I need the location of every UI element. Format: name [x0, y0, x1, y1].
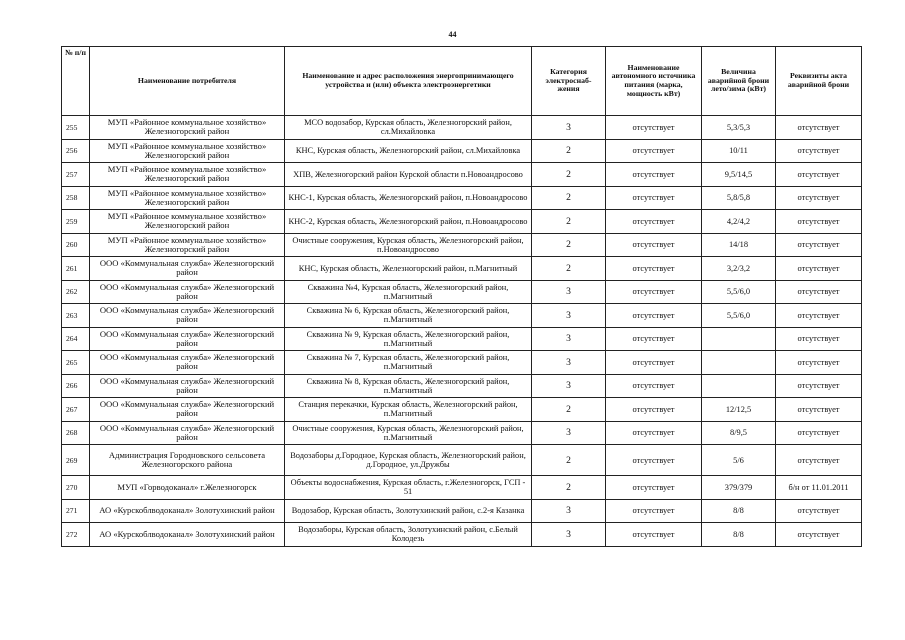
category-cell: 2	[532, 445, 606, 476]
act-cell: отсутствует	[776, 210, 862, 234]
act-cell: отсутствует	[776, 163, 862, 187]
row-num: 262	[62, 280, 90, 304]
act-cell: б/н от 11.01.2011	[776, 476, 862, 500]
category-cell: 3	[532, 327, 606, 351]
act-cell: отсутствует	[776, 445, 862, 476]
row-num: 272	[62, 523, 90, 547]
consumer-cell: МУП «Районное коммунальное хозяйство» Железногорский район	[90, 210, 285, 234]
reserve-cell: 9,5/14,5	[702, 163, 776, 187]
row-num: 269	[62, 445, 90, 476]
consumer-cell: МУП «Районное коммунальное хозяйство» Железногорский район	[90, 116, 285, 140]
header-consumer: Наименование потребителя	[90, 47, 285, 116]
consumer-cell: ООО «Коммунальная служба» Железногорский район	[90, 257, 285, 281]
row-num: 266	[62, 374, 90, 398]
source-cell: отсутствует	[606, 186, 702, 210]
object-cell: Водозабор, Курская область, Золотухинский район, с.2-я Казанка	[285, 499, 532, 523]
table-row	[62, 163, 862, 187]
reserve-cell: 3,2/3,2	[702, 257, 776, 281]
act-cell: отсутствует	[776, 327, 862, 351]
reserve-cell: 8/8	[702, 523, 776, 547]
table-row	[62, 257, 862, 281]
reserve-cell	[702, 351, 776, 375]
consumer-cell: ООО «Коммунальная служба» Железногорский район	[90, 351, 285, 375]
header-num: № п/п	[62, 47, 90, 116]
row-num: 257	[62, 163, 90, 187]
act-cell: отсутствует	[776, 523, 862, 547]
table-row	[62, 421, 862, 445]
source-cell: отсутствует	[606, 257, 702, 281]
object-cell: Скважина № 8, Курская область, Железногорский район, п.Магнитный	[285, 374, 532, 398]
object-cell: Очистные сооружения, Курская область, Железногорский район, п.Новоандросово	[285, 233, 532, 257]
act-cell: отсутствует	[776, 351, 862, 375]
consumer-cell: ООО «Коммунальная служба» Железногорский район	[90, 421, 285, 445]
object-cell: Станция перекачки, Курская область, Железногорский район, п.Магнитный	[285, 398, 532, 422]
consumer-cell: МУП «Районное коммунальное хозяйство» Железногорский район	[90, 139, 285, 163]
reserve-cell: 5/6	[702, 445, 776, 476]
object-cell: Очистные сооружения, Курская область, Железногорский район, п.Магнитный	[285, 421, 532, 445]
reserve-cell	[702, 374, 776, 398]
reserve-cell: 10/11	[702, 139, 776, 163]
category-cell: 3	[532, 421, 606, 445]
category-cell: 3	[532, 280, 606, 304]
consumer-cell: ООО «Коммунальная служба» Железногорский район	[90, 398, 285, 422]
source-cell: отсутствует	[606, 327, 702, 351]
source-cell: отсутствует	[606, 499, 702, 523]
category-cell: 2	[532, 476, 606, 500]
source-cell: отсутствует	[606, 304, 702, 328]
consumer-cell: ООО «Коммунальная служба» Железногорский район	[90, 327, 285, 351]
category-cell: 2	[532, 186, 606, 210]
category-cell: 3	[532, 523, 606, 547]
table-row	[62, 398, 862, 422]
act-cell: отсутствует	[776, 374, 862, 398]
consumer-cell: ООО «Коммунальная служба» Железногорский район	[90, 280, 285, 304]
table-row	[62, 139, 862, 163]
consumer-cell: АО «Курскоблводоканал» Золотухинский район	[90, 499, 285, 523]
reserve-cell: 379/379	[702, 476, 776, 500]
source-cell: отсутствует	[606, 374, 702, 398]
reserve-cell: 5,3/5,3	[702, 116, 776, 140]
act-cell: отсутствует	[776, 304, 862, 328]
table-row	[62, 351, 862, 375]
table-row	[62, 116, 862, 140]
table-row	[62, 327, 862, 351]
source-cell: отсутствует	[606, 210, 702, 234]
consumer-cell: ООО «Коммунальная служба» Железногорский район	[90, 374, 285, 398]
row-num: 256	[62, 139, 90, 163]
reserve-cell: 5,8/5,8	[702, 186, 776, 210]
category-cell: 3	[532, 351, 606, 375]
category-cell: 3	[532, 304, 606, 328]
object-cell: Скважина № 9, Курская область, Железногорский район, п.Магнитный	[285, 327, 532, 351]
consumer-cell: МУП «Районное коммунальное хозяйство» Железногорский район	[90, 233, 285, 257]
consumer-cell: МУП «Районное коммунальное хозяйство» Железногорский район	[90, 186, 285, 210]
act-cell: отсутствует	[776, 257, 862, 281]
object-cell: Водозаборы, Курская область, Золотухинский район, с.Белый Колодезь	[285, 523, 532, 547]
row-num: 258	[62, 186, 90, 210]
object-cell: МСО водозабор, Курская область, Железногорский район, сл.Михайловка	[285, 116, 532, 140]
header-source: Наименование автономного источника питания (марка, мощность кВт)	[606, 47, 702, 116]
reserve-cell: 14/18	[702, 233, 776, 257]
table-body	[62, 116, 862, 547]
row-num: 267	[62, 398, 90, 422]
act-cell: отсутствует	[776, 116, 862, 140]
act-cell: отсутствует	[776, 499, 862, 523]
object-cell: Скважина № 6, Курская область, Железногорский район, п.Магнитный	[285, 304, 532, 328]
row-num: 261	[62, 257, 90, 281]
object-cell: Скважина №4, Курская область, Железногорский район, п.Магнитный	[285, 280, 532, 304]
category-cell: 2	[532, 210, 606, 234]
source-cell: отсутствует	[606, 139, 702, 163]
table-row	[62, 445, 862, 476]
table-row	[62, 523, 862, 547]
object-cell: КНС, Курская область, Железногорский район, сл.Михайловка	[285, 139, 532, 163]
reserve-table	[61, 46, 862, 547]
category-cell: 2	[532, 257, 606, 281]
row-num: 255	[62, 116, 90, 140]
object-cell: КНС-1, Курская область, Железногорский район, п.Новоандросово	[285, 186, 532, 210]
act-cell: отсутствует	[776, 139, 862, 163]
object-cell: КНС-2, Курская область, Железногорский район, п.Новоандросово	[285, 210, 532, 234]
table-row	[62, 233, 862, 257]
reserve-cell: 5,5/6,0	[702, 280, 776, 304]
header-category: Категория электроснаб-жения	[532, 47, 606, 116]
reserve-cell: 12/12,5	[702, 398, 776, 422]
act-cell: отсутствует	[776, 186, 862, 210]
consumer-cell: Администрация Городновского сельсовета Железногорского района	[90, 445, 285, 476]
source-cell: отсутствует	[606, 421, 702, 445]
reserve-cell: 8/9,5	[702, 421, 776, 445]
category-cell: 2	[532, 398, 606, 422]
row-num: 271	[62, 499, 90, 523]
category-cell: 3	[532, 374, 606, 398]
table-header-row	[62, 47, 862, 116]
row-num: 264	[62, 327, 90, 351]
table-row	[62, 499, 862, 523]
row-num: 270	[62, 476, 90, 500]
source-cell: отсутствует	[606, 523, 702, 547]
reserve-cell: 5,5/6,0	[702, 304, 776, 328]
row-num: 263	[62, 304, 90, 328]
consumer-cell: АО «Курскоблводоканал» Золотухинский район	[90, 523, 285, 547]
category-cell: 3	[532, 499, 606, 523]
category-cell: 2	[532, 233, 606, 257]
header-object: Наименование и адрес расположения энергопринимающего устройства и (или) объекта электроэнергетики	[285, 47, 532, 116]
table-row	[62, 304, 862, 328]
act-cell: отсутствует	[776, 280, 862, 304]
source-cell: отсутствует	[606, 476, 702, 500]
source-cell: отсутствует	[606, 233, 702, 257]
source-cell: отсутствует	[606, 116, 702, 140]
table-row	[62, 280, 862, 304]
consumer-cell: МУП «Горводоканал» г.Железногорск	[90, 476, 285, 500]
header-reserve: Величина аварийной брони лето/зима (кВт)	[702, 47, 776, 116]
reserve-cell	[702, 327, 776, 351]
source-cell: отсутствует	[606, 351, 702, 375]
page-number: 44	[448, 30, 457, 39]
category-cell: 2	[532, 163, 606, 187]
object-cell: КНС, Курская область, Железногорский район, п.Магнитный	[285, 257, 532, 281]
object-cell: Скважина № 7, Курская область, Железногорский район, п.Магнитный	[285, 351, 532, 375]
reserve-cell: 4,2/4,2	[702, 210, 776, 234]
table-row	[62, 210, 862, 234]
table-row	[62, 374, 862, 398]
header-act: Реквизиты акта аварийной брони	[776, 47, 862, 116]
source-cell: отсутствует	[606, 280, 702, 304]
source-cell: отсутствует	[606, 398, 702, 422]
table-row	[62, 476, 862, 500]
object-cell: Водозаборы д.Городное, Курская область, Железногорский район, д.Городное, ул.Дружбы	[285, 445, 532, 476]
consumer-cell: МУП «Районное коммунальное хозяйство» Железногорский район	[90, 163, 285, 187]
row-num: 260	[62, 233, 90, 257]
row-num: 259	[62, 210, 90, 234]
source-cell: отсутствует	[606, 163, 702, 187]
consumer-cell: ООО «Коммунальная служба» Железногорский район	[90, 304, 285, 328]
category-cell: 3	[532, 116, 606, 140]
category-cell: 2	[532, 139, 606, 163]
table-row	[62, 186, 862, 210]
act-cell: отсутствует	[776, 233, 862, 257]
act-cell: отсутствует	[776, 421, 862, 445]
object-cell: ХПВ, Железногорский район Курской области п.Новоандросово	[285, 163, 532, 187]
source-cell: отсутствует	[606, 445, 702, 476]
row-num: 265	[62, 351, 90, 375]
object-cell: Объекты водоснабжения, Курская область, г.Железногорск, ГСП - 51	[285, 476, 532, 500]
reserve-cell: 8/8	[702, 499, 776, 523]
row-num: 268	[62, 421, 90, 445]
act-cell: отсутствует	[776, 398, 862, 422]
